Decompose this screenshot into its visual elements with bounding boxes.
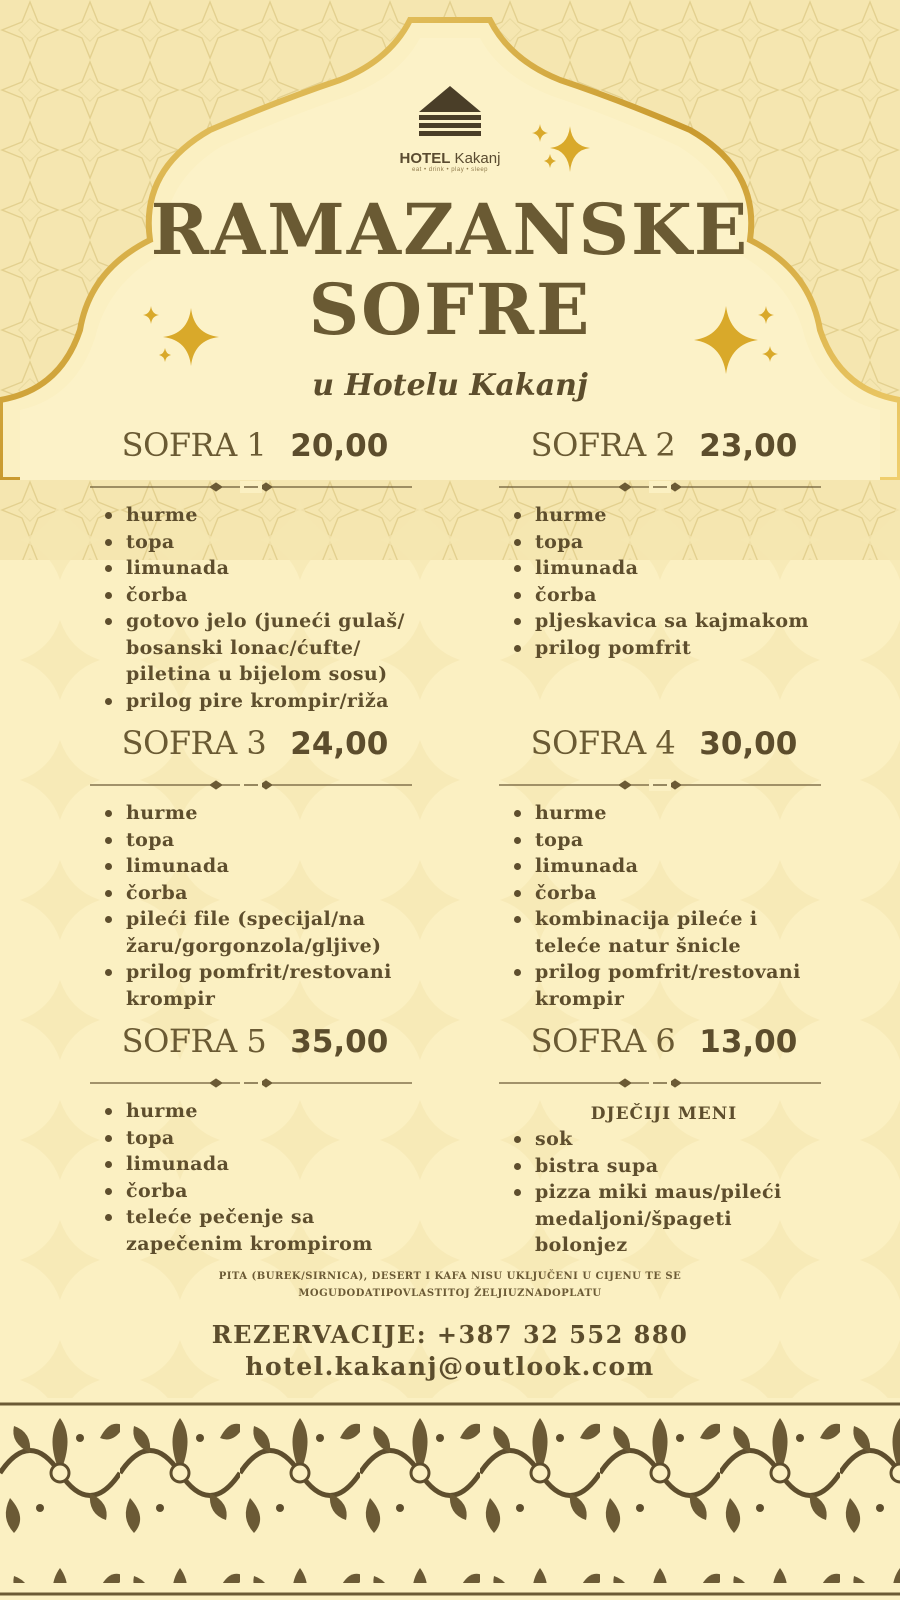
list-item: limunada <box>499 853 829 880</box>
list-item: čorba <box>499 880 829 907</box>
list-item: topa <box>90 529 420 556</box>
list-item: bistra supa <box>499 1153 829 1180</box>
list-item: topa <box>499 529 829 556</box>
extras-note <box>180 1268 720 1302</box>
list-item: čorba <box>499 582 829 609</box>
page-subtitle: u Hotelu Kakanj <box>312 368 588 403</box>
extras-note-line-1: PITA (BUREK/SIRNICA), DESERT I KAFA NISU UKLJUČENI U CIJENU TE SE <box>218 1271 682 1282</box>
contact-email: hotel.kakanj@outlook.com <box>245 1352 655 1381</box>
menu-name: SOFRA 5 <box>121 1022 267 1060</box>
ornamental-divider <box>90 480 412 494</box>
menu-price: 30,00 <box>699 726 798 762</box>
list-item: prilog pire krompir/riža <box>90 688 420 715</box>
ornamental-divider <box>90 778 412 792</box>
list-item: hurme <box>90 1098 420 1125</box>
menu-price: 24,00 <box>290 726 389 762</box>
ornamental-divider <box>90 1076 412 1090</box>
menu-name: SOFRA 1 <box>121 426 267 464</box>
list-item: čorba <box>90 582 420 609</box>
list-item: topa <box>499 827 829 854</box>
list-item: sok <box>499 1126 829 1153</box>
menu-item-list <box>499 502 829 661</box>
ornamental-divider <box>499 1076 821 1090</box>
list-item: čorba <box>90 880 420 907</box>
kids-menu-heading: DJEČIJI MENI <box>590 1104 738 1124</box>
menu-price: 35,00 <box>290 1024 389 1060</box>
hotel-building-icon <box>411 82 489 144</box>
hotel-brand-name: HOTEL Kakanj <box>399 150 501 167</box>
menu-card-sofra-2 <box>499 426 829 661</box>
list-item: čorba <box>90 1178 420 1205</box>
list-item: limunada <box>90 853 420 880</box>
menu-item-list <box>90 800 420 1012</box>
menu-price: 23,00 <box>699 428 798 464</box>
list-item: topa <box>90 827 420 854</box>
list-item: topa <box>90 1125 420 1152</box>
menu-card-sofra-5 <box>90 1022 420 1257</box>
sparkle-icon <box>530 120 600 180</box>
menu-card-sofra-4 <box>499 724 829 1012</box>
list-item: gotovo jelo (juneći gulaš/ bosanski lonac/ćufte/ piletina u bijelom sosu) <box>90 608 420 688</box>
list-item: prilog pomfrit/restovani krompir <box>499 959 829 1012</box>
list-item: limunada <box>90 555 420 582</box>
menu-price: 13,00 <box>699 1024 798 1060</box>
menu-price: 20,00 <box>290 428 389 464</box>
ornamental-divider <box>499 778 821 792</box>
list-item: pileći file (specijal/na žaru/gorgonzola/gljive) <box>90 906 420 959</box>
ornamental-divider <box>499 480 821 494</box>
menu-item-list <box>90 502 420 714</box>
menu-name: SOFRA 3 <box>121 724 267 762</box>
hotel-tagline: eat • drink • play • sleep <box>412 167 488 173</box>
extras-note-line-2: MOGUDODATIPOVLASTITOJ ŽELJIUZNADOPLATU <box>298 1288 602 1299</box>
list-item: hurme <box>499 502 829 529</box>
list-item: pizza miki maus/pileći medaljoni/špageti bolonjez <box>499 1179 829 1259</box>
menu-card-sofra-6 <box>499 1022 829 1259</box>
menu-item-list <box>499 800 829 1012</box>
list-item: hurme <box>90 502 420 529</box>
page-title-line-1: RAMAZANSKE <box>150 188 750 271</box>
list-item: pljeskavica sa kajmakom <box>499 608 829 635</box>
menu-card-sofra-1 <box>90 426 420 714</box>
menu-name: SOFRA 4 <box>530 724 676 762</box>
page-title-line-2: SOFRE <box>308 268 592 351</box>
floral-border <box>0 1398 900 1600</box>
menu-name: SOFRA 6 <box>530 1022 676 1060</box>
list-item: prilog pomfrit <box>499 635 829 662</box>
list-item: teleće pečenje sa zapečenim krompirom <box>90 1204 420 1257</box>
menu-name: SOFRA 2 <box>530 426 676 464</box>
menu-item-list <box>90 1098 420 1257</box>
list-item: limunada <box>499 555 829 582</box>
menu-item-list <box>499 1126 829 1259</box>
list-item: prilog pomfrit/restovani krompir <box>90 959 420 1012</box>
menu-card-sofra-3 <box>90 724 420 1012</box>
list-item: hurme <box>90 800 420 827</box>
list-item: limunada <box>90 1151 420 1178</box>
list-item: hurme <box>499 800 829 827</box>
hotel-logo <box>380 82 520 173</box>
reservation-phone: REZERVACIJE: +387 32 552 880 <box>211 1320 689 1349</box>
list-item: kombinacija pileće i teleće natur šnicle <box>499 906 829 959</box>
